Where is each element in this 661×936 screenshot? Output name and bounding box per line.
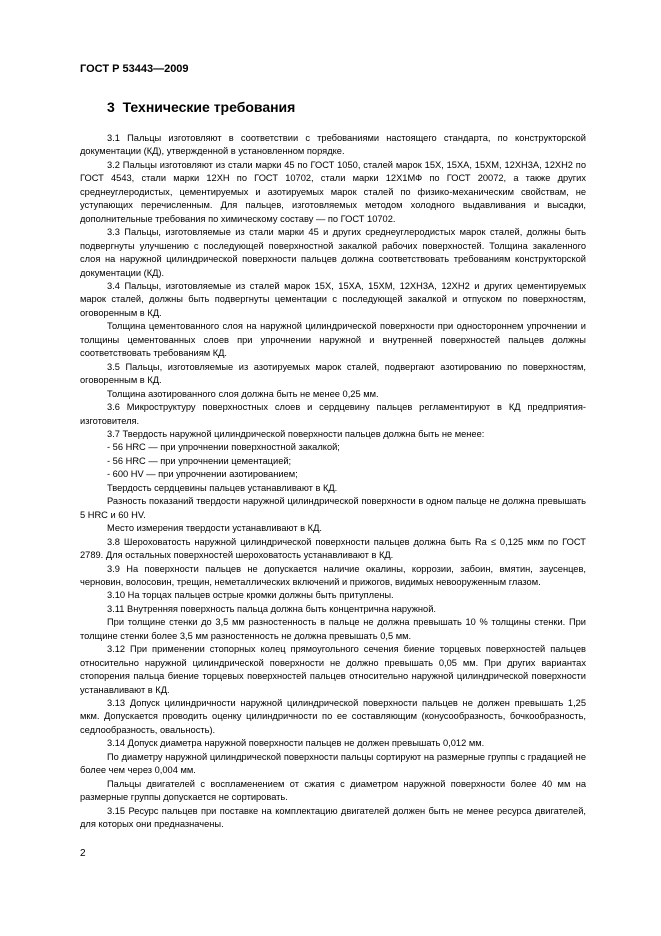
paragraph: Твердость сердцевины пальцев устанавливают в КД. (107, 482, 338, 493)
paragraph: 3.12 При применении стопорных колец прямоугольного сечения биение торцевых поверхностей пальцев относительно наружной цилиндрической поверхности не должно превышать 0,05 мм. При других вариантах стопорения пальца биение торцевых поверхностей пальцев относительно наружной цилиндрической поверхности устанавливают в КД. (80, 644, 586, 695)
paragraph: Толщина цементованного слоя на наружной цилиндрической поверхности при одностороннем упрочнении и толщины цементованных слоев при упрочнении наружной и внутренней поверхностей пальцев должны соответствовать требованиям КД. (80, 321, 586, 359)
paragraph: 3.1 Пальцы изготовляют в соответствии с требованиями настоящего стандарта, по конструкторской документации (КД), утвержденной в установленном порядке. (80, 133, 586, 157)
paragraph: При толщине стенки до 3,5 мм разностенность в пальце не должна превышать 10 % толщины стенки. При толщине стенки более 3,5 мм разностенность не должна превышать 0,5 мм. (80, 617, 586, 641)
section-body (80, 132, 586, 832)
paragraph: 3.6 Микроструктуру поверхностных слоев и сердцевину пальцев регламентируют в КД предприятия-изготовителя. (80, 402, 586, 426)
section-title: Технические требования (122, 99, 296, 115)
paragraph: 3.3 Пальцы, изготовляемые из стали марки 45 и других среднеуглеродистых марок сталей, должны быть подвергнуты улучшению с последующей поверхностной закалкой рабочих поверхностей. Толщина закаленного слоя на наружной цилиндрической поверхности пальцев должна соответствовать требованиям конструкторской документации (КД). (80, 227, 586, 278)
paragraph: 3.5 Пальцы, изготовляемые из азотируемых марок сталей, подвергают азотированию по поверхностям, оговоренным в КД. (80, 361, 586, 386)
paragraph: По диаметру наружной цилиндрической поверхности пальцы сортируют на размерные группы с градацией не более чем через 0,004 мм. (80, 751, 586, 776)
paragraph: 3.13 Допуск цилиндричности наружной цилиндрической поверхности пальцев не должен превышать 1,25 мкм. Допускается проводить оценку цилиндричности по ее составляющим (конусообразность, бочкообразность, седлообразность, овальность). (80, 698, 586, 735)
paragraph: 3.7 Твердость наружной цилиндрической поверхности пальцев должна быть не менее: (107, 428, 485, 439)
section-number: 3 (107, 99, 115, 115)
paragraph: 3.4 Пальцы, изготовляемые из сталей марок 15Х, 15ХА, 15ХМ, 12ХН3А, 12ХН2 и других цементируемых марок сталей, должны быть подвергнуты цементации с последующей закалкой и отпуском по поверхностям, оговоренным в КД. (80, 280, 586, 318)
list-item: - 56 HRC — при упрочнении цементацией; (107, 455, 292, 466)
list-item: - 600 HV — при упрочнении азотированием; (107, 469, 298, 480)
paragraph: Толщина азотированного слоя должна быть не менее 0,25 мм. (107, 388, 379, 399)
paragraph: 3.9 На поверхности пальцев не допускается наличие окалины, коррозии, забоин, вмятин, заусенцев, черновин, волосовин, трещин, неметаллических включений и прижогов, видимых невооруженным глазом. (80, 563, 586, 587)
paragraph: Пальцы двигателей с воспламенением от сжатия с диаметром наружной поверхности более 40 мм на размерные группы допускается не сортировать. (80, 778, 586, 803)
document-page (80, 62, 586, 832)
paragraph: Место измерения твердости устанавливают в КД. (107, 523, 322, 534)
section-heading (107, 99, 586, 115)
paragraph: 3.14 Допуск диаметра наружной поверхности пальцев не должен превышать 0,012 мм. (107, 738, 485, 749)
paragraph: 3.15 Ресурс пальцев при поставке на комплектацию двигателей должен быть не менее ресурса двигателей, для которых они предназначены. (80, 805, 586, 830)
page-number: 2 (80, 848, 86, 859)
document-code: ГОСТ Р 53443—2009 (80, 63, 189, 75)
list-item: - 56 HRC — при упрочнении поверхностной закалкой; (107, 442, 340, 453)
paragraph: 3.2 Пальцы изготовляют из стали марки 45 по ГОСТ 1050, сталей марок 15Х, 15ХА, 15ХМ, 12ХН3А, 12ХН2 по ГОСТ 4543, стали марки 12ХН по ГОСТ 10702, стали марки 12Х1МФ по ГОСТ 20072, а также других среднеуглеродистых, цементируемых и азотируемых марок сталей по физико-механическим свойствам, не уступающих перечисленным. Для пальцев, изготовляемых методом холодного выдавливания и высадки, дополнительные требования по химическому составу — по ГОСТ 10702. (80, 159, 586, 224)
paragraph: 3.10 На торцах пальцев острые кромки должны быть притуплены. (107, 590, 394, 601)
paragraph: 3.11 Внутренняя поверхность пальца должна быть концентрична наружной. (107, 603, 436, 614)
paragraph: 3.8 Шероховатость наружной цилиндрической поверхности пальцев должна быть Ra ≤ 0,125 мкм по ГОСТ 2789. Для остальных поверхностей шероховатость устанавливают в КД. (80, 536, 586, 561)
paragraph: Разность показаний твердости наружной цилиндрической поверхности в одном пальце не должна превышать 5 HRC и 60 HV. (80, 496, 586, 520)
